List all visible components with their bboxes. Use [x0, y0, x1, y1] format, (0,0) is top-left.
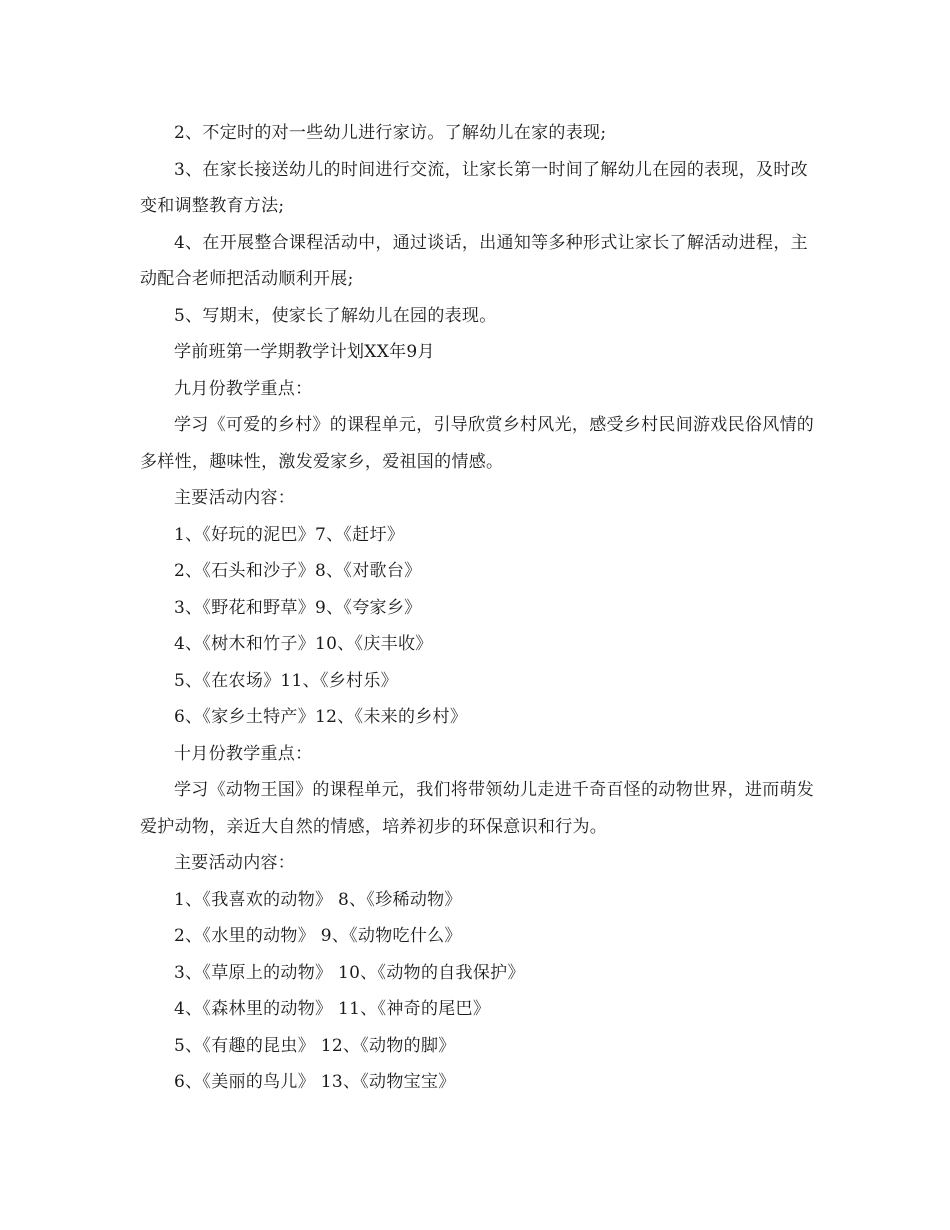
paragraph-term-end: 5、写期末，使家长了解幼儿在园的表现。 [174, 305, 497, 326]
paragraph-integrated-activities: 4、在开展整合课程活动中，通过谈话，出通知等多种形式让家长了解活动进程，主动配合老师把活动顺利开展; [140, 232, 808, 289]
list-item: 1、《我喜欢的动物》 8、《珍稀动物》 [174, 889, 462, 910]
heading-september-focus: 九月份教学重点： [174, 378, 313, 399]
list-item: 4、《森林里的动物》 11、《神奇的尾巴》 [174, 999, 491, 1019]
paragraph-october-unit: 学习《动物王国》的课程单元，我们将带领幼儿走进千奇百怪的动物世界，进而萌发爱护动物，亲近大自然的情感，培养初步的环保意识和行为。 [140, 780, 815, 837]
document-body [140, 115, 815, 1101]
paragraph-home-visit: 2、不定时的对一些幼儿进行家访。了解幼儿在家的表现; [174, 123, 607, 143]
heading-main-activities-sept: 主要活动内容： [174, 488, 296, 508]
list-item: 1、《好玩的泥巴》7、《赶圩》 [174, 524, 405, 545]
section-title-teaching-plan: 学前班第一学期教学计划XX年9月 [174, 342, 435, 362]
paragraph-september-unit: 学习《可爱的乡村》的课程单元，引导欣赏乡村风光，感受乡村民间游戏民俗风情的多样性，趣味性，激发爱家乡，爱祖国的情感。 [140, 415, 815, 472]
heading-main-activities-oct: 主要活动内容： [174, 853, 296, 873]
list-item: 4、《树木和竹子》10、《庆丰收》 [174, 634, 433, 654]
list-item: 3、《野花和野草》9、《夸家乡》 [174, 597, 422, 618]
list-item: 3、《草原上的动物》 10、《动物的自我保护》 [174, 962, 525, 983]
list-item: 6、《美丽的鸟儿》 13、《动物宝宝》 [174, 1072, 456, 1092]
list-item: 2、《石头和沙子》8、《对歌台》 [174, 561, 422, 581]
list-item: 6、《家乡土特产》12、《未来的乡村》 [174, 707, 468, 727]
heading-october-focus: 十月份教学重点： [174, 743, 313, 764]
list-item: 2、《水里的动物》 9、《动物吃什么》 [174, 926, 462, 946]
paragraph-pickup-communication: 3、在家长接送幼儿的时间进行交流，让家长第一时间了解幼儿在园的表现，及时改变和调整教育方法; [140, 159, 808, 216]
list-item: 5、《有趣的昆虫》 12、《动物的脚》 [174, 1035, 456, 1056]
list-item: 5、《在农场》11、《乡村乐》 [174, 670, 398, 691]
